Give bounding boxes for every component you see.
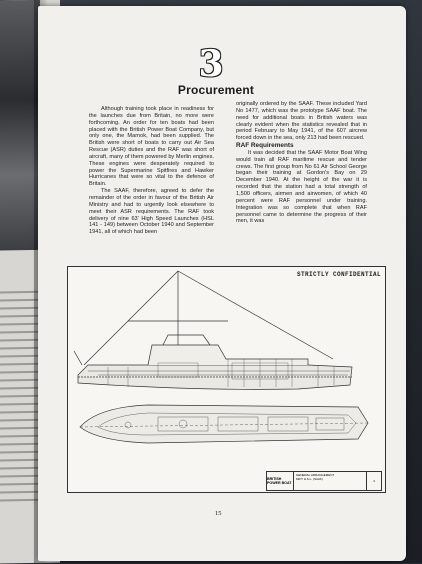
- confidential-stamp: STRICTLY CONFIDENTIAL: [297, 271, 382, 278]
- paragraph: Although training took place in readiness for the launches due from Britain, no more were forthcoming. An order for ten boats had been placed with the British Power Boat Company, but only one, the Marnok, had been supplied. The British were short of boats to carry out Air Sea Rescue (ASR) duties and the RAF was short of aircraft, many of them powered by Merlin engines. These engines were desperately required to power the Supermarine Spitfires and Hawker Hurricanes that were so vital to the defence of Britain.: [89, 106, 214, 188]
- title-block-logo: BRITISH POWER BOAT: [267, 472, 294, 490]
- section-heading: RAF Requirements: [236, 142, 294, 150]
- paragraph: It was decided that the SAAF Motor Boat Wing would train all RAF maritime rescue and tender crews. The first group from No 61 Air School George began their training at Gordon's Bay on 29 December 1940. At the height of the war it is recorded that the station had a total strength of 1,500 officers, airmen and airwomen, of which 40 percent were RAF personnel under training. Integration was so complete that when RAF personnel came to determine the progress of their men, it was: [236, 149, 367, 225]
- paragraph: The SAAF, therefore, agreed to defer the remainder of the order in favour of the British Air Ministry and had to urgently look elsewhere to meet their ASR requirements. The RAF took delivery of nine 63' High Speed Launches (HSL 141 - 149) between October 1940 and September 1941, all of which had been: [89, 188, 214, 236]
- page-number: 15: [215, 510, 222, 517]
- title-block-line: 63FT H.S.L. (SAAF): [296, 477, 323, 481]
- title-block-text: [294, 472, 367, 490]
- title-block-line: GENERAL ARRANGEMENT: [296, 473, 335, 477]
- hull-plan: [80, 405, 368, 443]
- boat-plan-drawing: [67, 266, 386, 493]
- text-column-left: [89, 106, 214, 236]
- drawing-title-block: [266, 471, 382, 491]
- wheelhouse: [163, 335, 210, 345]
- title-block-sheet: 4: [373, 479, 375, 483]
- paragraph: originally ordered by the SAAF. These included Yard No 1477, which was the prototype SAAF boat. The need for additional boats in British waters was clearly evident when the statistics revealed that in period February to May 1941, of the 607 aircrew forced down in the sea, only 213 had been rescued.: [236, 101, 367, 142]
- boat-plan-svg: [68, 267, 385, 492]
- text-column-right: [236, 101, 367, 225]
- chapter-number: 3: [198, 43, 224, 85]
- chapter-title: Procurement: [177, 83, 255, 97]
- flag-staff: [74, 351, 82, 365]
